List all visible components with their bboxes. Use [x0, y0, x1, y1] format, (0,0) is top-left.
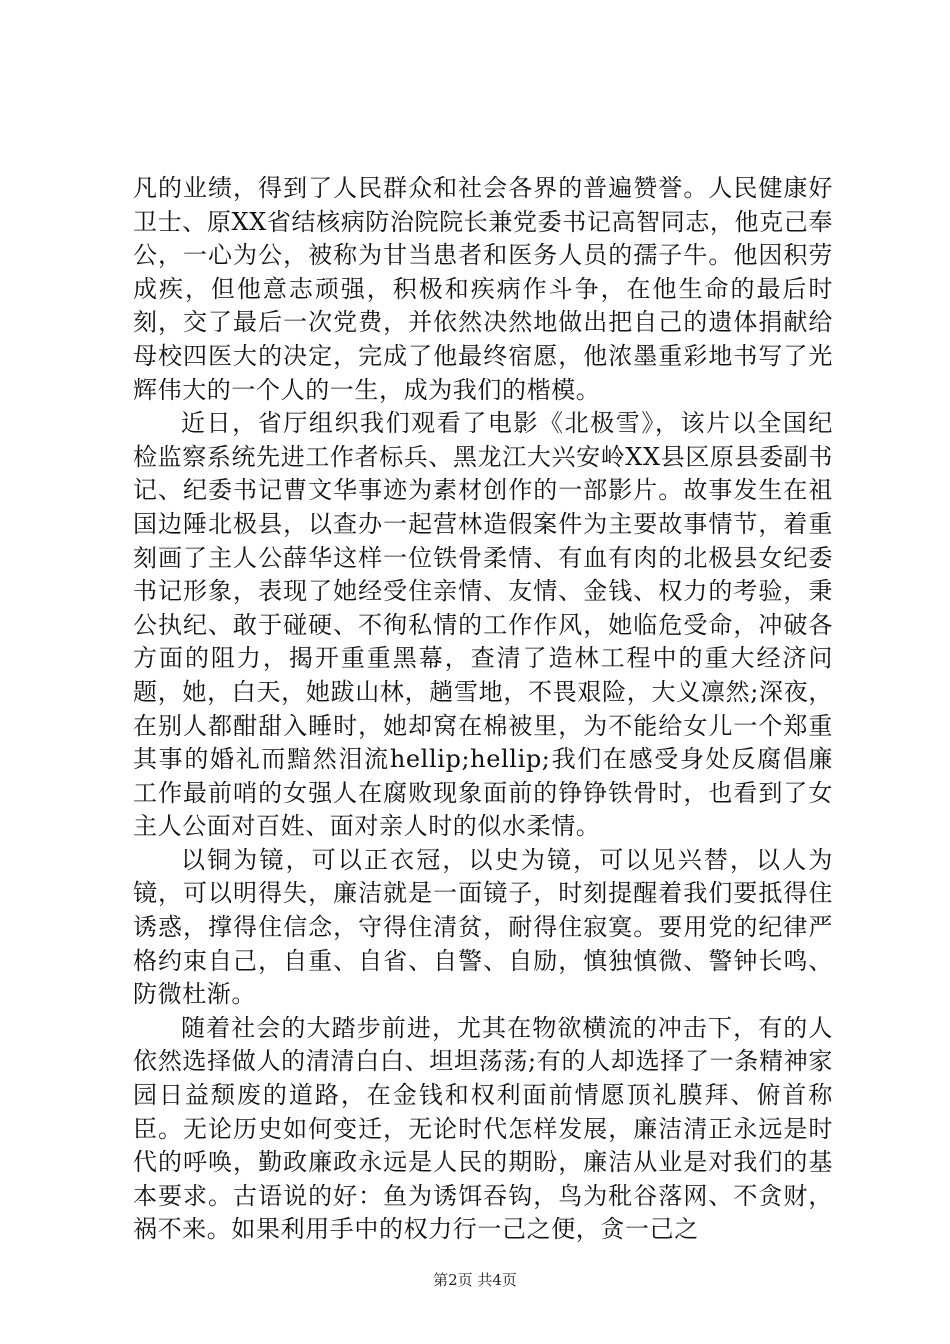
page-number-footer: 第2页 共4页: [433, 1271, 517, 1289]
paragraph-mirror-metaphor: 以铜为镜，可以正衣冠，以史为镜，可以见兴替，以人为镜，可以明得失，廉洁就是一面镜子，时刻提醒着我们要抵得住诱惑，撑得住信念，守得住清贫，耐得住寂寞。要用党的纪律严格约束自己，自重、自省、自警、自励，慎独慎微、警钟长鸣、防微杜渐。: [133, 845, 833, 1009]
paragraph-continuation: 凡的业绩，得到了人民群众和社会各界的普遍赞誉。人民健康好卫士、原XX省结核病防治院院长兼党委书记高智同志，他克己奉公，一心为公，被称为甘当患者和医务人员的孺子牛。他因积劳成疾，但他意志顽强，积极和疾病作斗争，在他生命的最后时刻，交了最后一次党费，并依然决然地做出把自己的遗体捐献给母校四医大的决定，完成了他最终宿愿，他浓墨重彩地书写了光辉伟大的一个人的一生，成为我们的楷模。: [133, 174, 833, 404]
paragraph-film-review: 近日，省厅组织我们观看了电影《北极雪》，该片以全国纪检监察系统先进工作者标兵、黑龙江大兴安岭XX县区原县委副书记、纪委书记曹文华事迹为素材创作的一部影片。故事发生在祖国边陲北极县，以查办一起营林造假案件为主要故事情节，着重刻画了主人公薛华这样一位铁骨柔情、有血有肉的北极县女纪委书记形象，表现了她经受住亲情、友情、金钱、权力的考验，秉公执纪、敢于碰硬、不徇私情的工作作风，她临危受命，冲破各方面的阻力，揭开重重黑幕，查清了造林工程中的重大经济问题，她，白天，她跋山林，趟雪地，不畏艰险，大义凛然;深夜，在别人都酣甜入睡时，她却窝在棉被里，为不能给女儿一个郑重其事的婚礼而黯然泪流hellip;hellip;我们在感受身处反腐倡廉工作最前哨的女强人在腐败现象面前的铮铮铁骨时，也看到了女主人公面对百姓、面对亲人时的似水柔情。: [133, 409, 833, 841]
paragraph-integrity-requirement: 随着社会的大踏步前进，尤其在物欲横流的冲击下，有的人依然选择做人的清清白白、坦坦荡荡;有的人却选择了一条精神家园日益颓废的道路，在金钱和权利面前情愿顶礼膜拜、俯首称臣。无论历史如何变迁，无论时代怎样发展，廉洁清正永远是时代的呼唤，勤政廉政永远是人民的期盼，廉洁从业是对我们的基本要求。古语说的好：鱼为诱饵吞钩，鸟为秕谷落网、不贪财，祸不来。如果利用手中的权力行一己之便，贪一己之: [133, 1013, 833, 1244]
document-body: [133, 172, 833, 1247]
